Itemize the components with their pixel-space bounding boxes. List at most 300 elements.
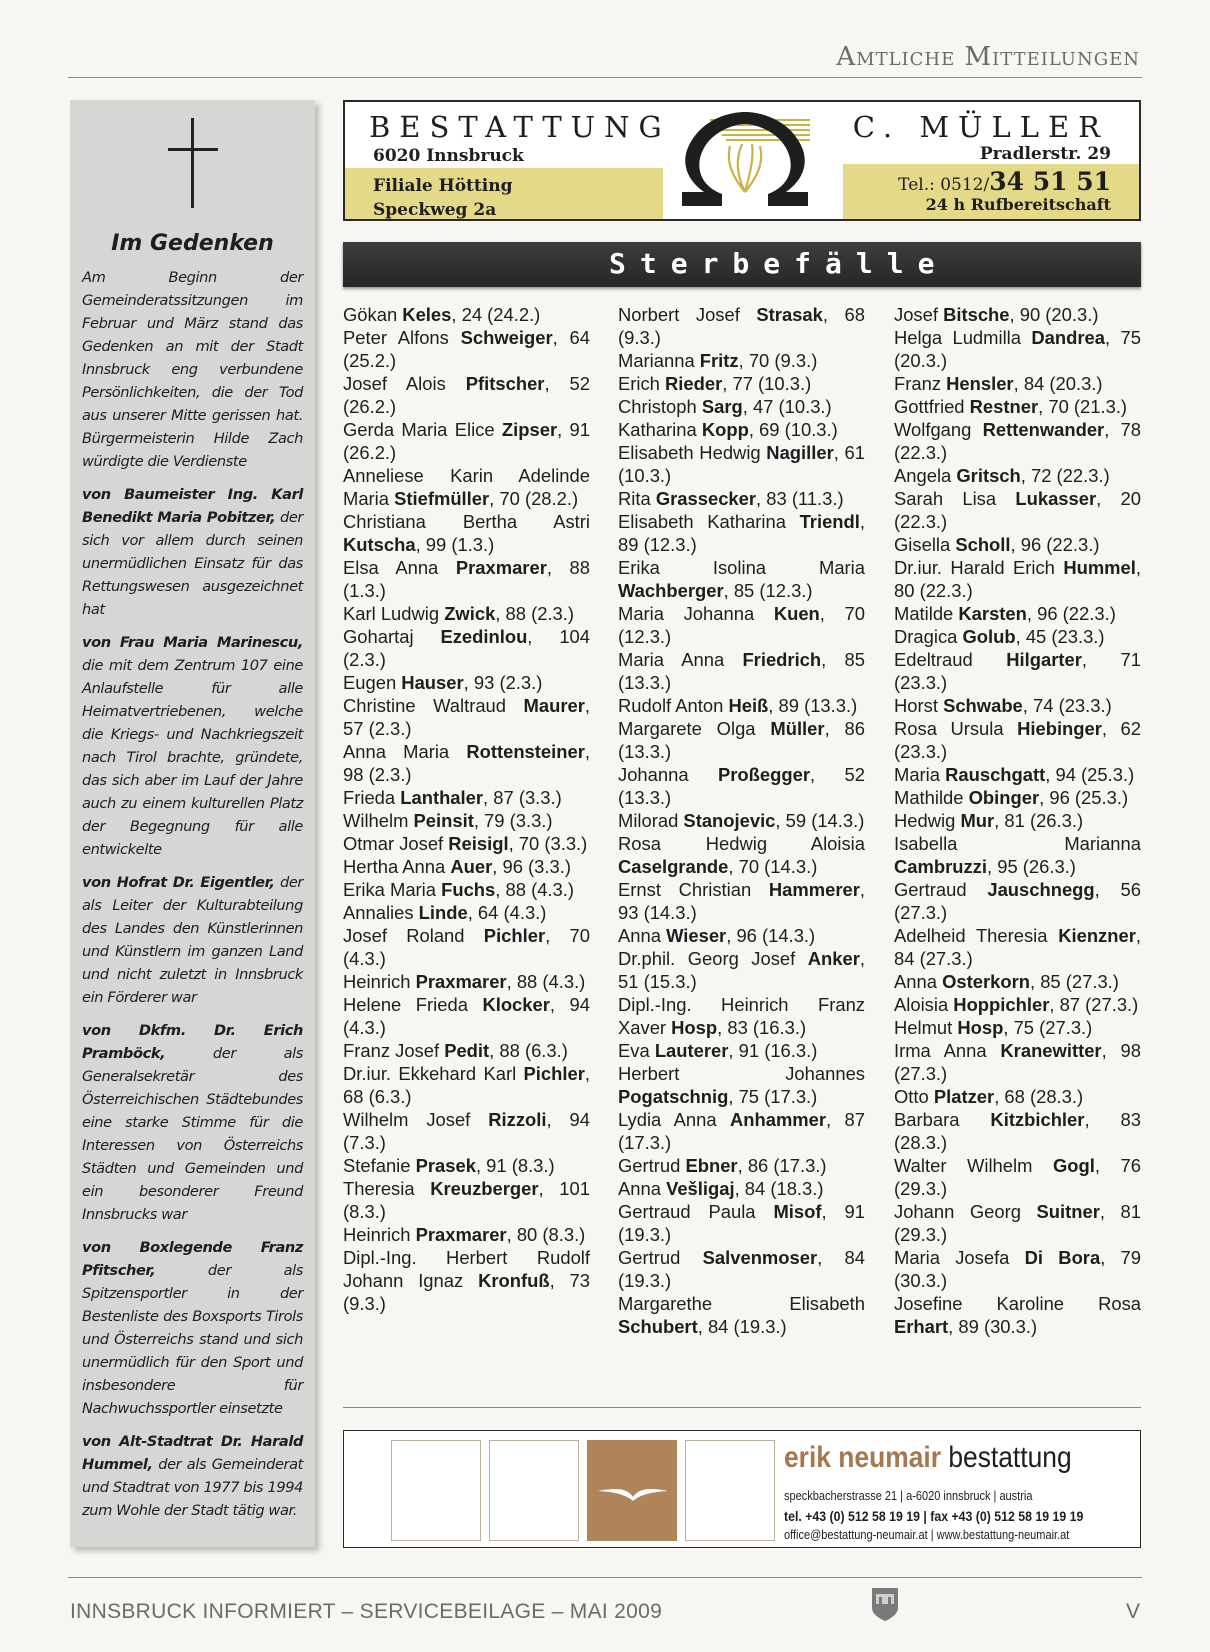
footer-divider [68, 1577, 1142, 1578]
city-crest-icon [870, 1586, 900, 1622]
death-surname: Golub [962, 626, 1016, 647]
death-entry [894, 303, 1141, 326]
death-surname: Schweiger [460, 327, 553, 348]
death-details: , 59 (14.3.) [775, 810, 865, 831]
memorial-entry [82, 631, 303, 861]
death-details: , 101 (8.3.) [343, 1178, 590, 1222]
death-given: Otmar Josef [343, 833, 449, 854]
death-surname: Linde [418, 902, 468, 923]
death-details: , 96 (14.3.) [726, 925, 816, 946]
brand-suffix: bestattung [941, 1441, 1072, 1474]
death-details: , 80 (8.3.) [506, 1224, 586, 1245]
death-details: , 64 (4.3.) [467, 902, 547, 923]
death-details: , 70 (4.3.) [343, 925, 590, 969]
memorial-name: von Baumeister Ing. Karl Benedikt Maria Pobitzer, [82, 486, 303, 526]
death-surname: Hummel [1063, 557, 1136, 578]
death-given: Dragica [894, 626, 963, 647]
death-entry [343, 901, 590, 924]
death-given: Heinrich [343, 971, 416, 992]
death-details: , 96 (22.3.) [1026, 603, 1116, 624]
content-divider [343, 1407, 1141, 1408]
death-given: Angela [894, 465, 957, 486]
death-entry [894, 832, 1141, 878]
publication-footer: INNSBRUCK INFORMIERT – SERVICEBEILAGE – MAI 2009 [70, 1600, 663, 1623]
death-details: , 84 (19.3.) [618, 1247, 865, 1291]
death-given: Karl Ludwig [343, 603, 445, 624]
death-given: Johanna [618, 764, 718, 785]
death-details: , 73 (9.3.) [343, 1270, 590, 1314]
death-given: Anna [894, 971, 943, 992]
death-surname: Rauschgatt [945, 764, 1046, 785]
death-given: Norbert Josef [618, 304, 757, 325]
death-entry [343, 924, 590, 970]
death-given: Eva [618, 1040, 655, 1061]
death-details: , 70 (3.3.) [508, 833, 588, 854]
death-details: , 91 (16.3.) [728, 1040, 818, 1061]
header-divider [68, 77, 1142, 78]
death-surname: Rieder [665, 373, 723, 394]
death-details: , 86 (17.3.) [737, 1155, 827, 1176]
death-surname: Schwabe [943, 695, 1023, 716]
death-entry [343, 855, 590, 878]
death-entry [618, 763, 865, 809]
death-details: , 98 (2.3.) [343, 741, 590, 785]
death-surname: Hensler [946, 373, 1014, 394]
death-given: Hertha Anna [343, 856, 451, 877]
death-entry [618, 372, 865, 395]
death-details: , 70 (9.3.) [738, 350, 818, 371]
death-entry [343, 832, 590, 855]
death-details: , 84 (18.3.) [734, 1178, 824, 1199]
memorial-text: der als Gemeinderat und Stadtrat von 1977 bis 1994 zum Wohle der Stadt tätig war. [82, 1456, 303, 1519]
neumair-brand [784, 1441, 1072, 1475]
death-surname: Lanthaler [400, 787, 484, 808]
death-given: Maria Johanna [618, 603, 774, 624]
death-surname: Wieser [666, 925, 727, 946]
death-given: Gertraud [894, 879, 988, 900]
death-details: , 98 (27.3.) [894, 1040, 1141, 1084]
death-details: , 61 (10.3.) [618, 442, 865, 486]
memorial-name: von Frau Maria Marinescu, [82, 634, 303, 651]
death-entry [618, 556, 865, 602]
death-entry [618, 303, 865, 349]
memorial-text: der als Generalsekretär des Österreichischen Städtebundes eine starke Stimme für die Interessen von Österreichs Städten und Gemeinden und ein besonderer Freund Innsbrucks war [82, 1045, 303, 1223]
death-details: , 89 (30.3.) [948, 1316, 1038, 1337]
death-surname: Pichler [483, 925, 546, 946]
death-entry [894, 487, 1141, 533]
death-surname: Schubert [618, 1316, 698, 1337]
death-details: , 83 (28.3.) [894, 1109, 1141, 1153]
death-details: , 78 (22.3.) [894, 419, 1141, 463]
death-surname: Misof [773, 1201, 822, 1222]
death-given: Gertraud Paula [618, 1201, 774, 1222]
death-details: , 89 (12.3.) [618, 511, 865, 555]
death-given: Frieda [343, 787, 401, 808]
memorial-sidebar [70, 100, 315, 1547]
death-entry [618, 487, 865, 510]
ad-hotline: 24 h Rufbereitschaft [925, 195, 1111, 214]
death-given: Eugen [343, 672, 402, 693]
death-given: Franz [894, 373, 947, 394]
death-surname: Proßegger [718, 764, 810, 785]
death-entry [894, 1292, 1141, 1338]
death-given: Marianna [618, 350, 700, 371]
death-given: Elisabeth Hedwig [618, 442, 767, 463]
death-entry [343, 556, 590, 602]
bird-logo-icon [588, 1441, 678, 1542]
death-details: , 56 (27.3.) [894, 879, 1141, 923]
death-details: , 57 (2.3.) [343, 695, 590, 739]
death-surname: Salvenmoser [702, 1247, 818, 1268]
death-given: Adelheid Theresia [894, 925, 1059, 946]
death-given: Christiana Bertha Astri [343, 511, 590, 532]
death-given: Mathilde [894, 787, 969, 808]
death-details: , 75 (27.3.) [1003, 1017, 1093, 1038]
death-details: , 62 (23.3.) [894, 718, 1141, 762]
death-entry [894, 763, 1141, 786]
death-surname: Kuen [773, 603, 820, 624]
death-entry [343, 970, 590, 993]
death-surname: Kronfuß [478, 1270, 550, 1291]
death-surname: Hammerer [768, 879, 860, 900]
death-given: Wolfgang [894, 419, 983, 440]
death-entry [894, 464, 1141, 487]
death-given: Rita [618, 488, 656, 509]
death-entry [618, 1246, 865, 1292]
death-details: , 45 (23.3.) [1015, 626, 1105, 647]
death-surname: Anker [807, 948, 860, 969]
death-given: Aloisia [894, 994, 954, 1015]
death-details: , 87 (3.3.) [483, 787, 562, 808]
death-surname: Osterkorn [942, 971, 1030, 992]
death-entry [343, 786, 590, 809]
death-entry [343, 1223, 590, 1246]
memorial-entry [82, 1019, 303, 1226]
death-surname: Kranewitter [1000, 1040, 1102, 1061]
death-surname: Vešligaj [666, 1178, 735, 1199]
death-entry [894, 1085, 1141, 1108]
ad-frame-1 [391, 1440, 481, 1541]
death-given: Walter Wilhelm [894, 1155, 1053, 1176]
death-details: , 86 (13.3.) [618, 718, 865, 762]
death-surname: Obinger [968, 787, 1040, 808]
memorial-text: der als Leiter der Kulturabteilung des Landes den Künstlerinnen und Künstlern im ganzen Land und nicht zuletzt in Innsbruck ein Förderer war [82, 874, 304, 1006]
ad-branch [373, 174, 512, 222]
death-given: Dr.iur. Ekkehard Karl [343, 1063, 524, 1084]
death-given: Ernst Christian [618, 879, 769, 900]
death-surname: Di Bora [1024, 1247, 1101, 1268]
death-details: , 24 (24.2.) [451, 304, 541, 325]
death-entry [894, 993, 1141, 1016]
death-given: Helmut [894, 1017, 958, 1038]
death-given: Gisella [894, 534, 956, 555]
death-entry [343, 878, 590, 901]
death-given: Elisabeth Katharina [618, 511, 800, 532]
death-entry [618, 993, 865, 1039]
death-details: , 87 (17.3.) [618, 1109, 865, 1153]
death-entry [894, 372, 1141, 395]
death-entry [343, 740, 590, 786]
death-entry [343, 1062, 590, 1108]
death-surname: Lukasser [1015, 488, 1097, 509]
sidebar-title: Im Gedenken [111, 231, 274, 256]
ad-name-right: C. MÜLLER [852, 110, 1109, 144]
death-entry [343, 993, 590, 1039]
death-surname: Heiß [728, 695, 769, 716]
deaths-column-3 [894, 303, 1141, 1338]
ad-frame-4 [685, 1440, 775, 1541]
death-surname: Friedrich [742, 649, 822, 670]
death-surname: Pedit [444, 1040, 490, 1061]
ad-phone-prefix: Tel.: 0512/ [898, 175, 990, 195]
death-given: Gottfried [894, 396, 970, 417]
death-entry [618, 809, 865, 832]
death-given: Peter Alfons [343, 327, 461, 348]
ad-branch-line2: Speckweg 2a [373, 200, 497, 220]
memorial-list [82, 483, 303, 1522]
death-entry [618, 878, 865, 924]
death-surname: Hosp [957, 1017, 1004, 1038]
ad-name-left: BESTATTUNG [369, 110, 671, 144]
death-details: , 76 (29.3.) [894, 1155, 1141, 1199]
death-entry [343, 625, 590, 671]
death-entry [894, 625, 1141, 648]
death-entry [343, 1108, 590, 1154]
neumair-contact: office@bestattung-neumair.at | www.bestattung-neumair.at [784, 1528, 1070, 1542]
death-given: Elsa Anna [343, 557, 456, 578]
death-given: Johann Georg [894, 1201, 1037, 1222]
death-details: , 91 (8.3.) [475, 1155, 555, 1176]
death-surname: Hiebinger [1017, 718, 1102, 739]
death-entry [894, 602, 1141, 625]
death-details: , 52 (13.3.) [618, 764, 865, 808]
death-surname: Kutscha [343, 534, 416, 555]
death-given: Irma Anna [894, 1040, 1001, 1061]
death-surname: Strasak [756, 304, 823, 325]
death-details: , 96 (3.3.) [492, 856, 571, 877]
death-surname: Restner [969, 396, 1039, 417]
death-entry [894, 1154, 1141, 1200]
death-entry [894, 970, 1141, 993]
death-given: Christine Waltraud [343, 695, 524, 716]
death-entry [618, 1108, 865, 1154]
death-entry [343, 1154, 590, 1177]
death-surname: Hilgarter [1006, 649, 1082, 670]
mueller-ad [343, 100, 1141, 221]
death-entry [894, 1200, 1141, 1246]
death-entry [618, 924, 865, 947]
memorial-name: von Dkfm. Dr. Erich Pramböck, [82, 1022, 303, 1062]
death-entry [618, 648, 865, 694]
death-details: , 96 (22.3.) [1010, 534, 1100, 555]
death-entry [343, 1246, 590, 1315]
death-details: , 68 (9.3.) [618, 304, 865, 348]
death-given: Maria Josefa [894, 1247, 1025, 1268]
death-surname: Ezedinlou [440, 626, 528, 647]
death-details: , 91 (19.3.) [618, 1201, 865, 1245]
death-details: , 85 (27.3.) [1029, 971, 1119, 992]
death-surname: Keles [402, 304, 452, 325]
neumair-address: speckbacherstrasse 21 | a-6020 innsbruck | austria [784, 1489, 1033, 1503]
death-details: , 75 (20.3.) [894, 327, 1141, 371]
death-details: , 81 (29.3.) [894, 1201, 1141, 1245]
section-header-bar [343, 242, 1141, 287]
death-given: Lydia Anna [618, 1109, 730, 1130]
death-given: Isabella Marianna [894, 833, 1141, 854]
deaths-column-1 [343, 303, 590, 1315]
death-given: Rosa Ursula [894, 718, 1018, 739]
death-entry [894, 533, 1141, 556]
death-entry [894, 809, 1141, 832]
death-details: , 47 (10.3.) [742, 396, 832, 417]
death-surname: Mur [960, 810, 995, 831]
death-entry [894, 717, 1141, 763]
death-details: , 94 (25.3.) [1045, 764, 1135, 785]
death-surname: Grassecker [655, 488, 757, 509]
death-details: , 75 (17.3.) [728, 1086, 818, 1107]
ad-phone-number: 34 51 51 [989, 167, 1111, 196]
death-surname: Caselgrande [618, 856, 729, 877]
death-details: , 99 (1.3.) [415, 534, 495, 555]
death-details: , 84 (20.3.) [1013, 373, 1103, 394]
death-surname: Kreuzberger [430, 1178, 539, 1199]
death-given: Milorad [618, 810, 684, 831]
death-surname: Praxmarer [415, 971, 507, 992]
page-number: V [1125, 1600, 1140, 1623]
death-entry [343, 303, 590, 326]
death-entry [894, 1039, 1141, 1085]
death-details: , 93 (2.3.) [463, 672, 543, 693]
death-entry [618, 395, 865, 418]
death-surname: Rottensteiner [466, 741, 585, 762]
memorial-text: der als Spitzensportler in der Bestenliste des Boxsports Tirols und Österreichs stand und sich unermüdlich für den Sport und insbesondere für Nachwuchssportler einsetzte [82, 1262, 303, 1417]
death-surname: Gogl [1052, 1155, 1095, 1176]
death-given: Rudolf Anton [618, 695, 729, 716]
death-given: Hedwig [894, 810, 961, 831]
death-entry [343, 602, 590, 625]
death-surname: Zwick [444, 603, 496, 624]
death-given: Josefine Karoline Rosa [894, 1293, 1141, 1314]
death-details: , 95 (26.3.) [987, 856, 1076, 877]
death-given: Margarete Olga [618, 718, 771, 739]
death-given: Edeltraud [894, 649, 1007, 670]
death-entry [343, 464, 590, 510]
memorial-name: von Alt-Stadtrat Dr. Harald Hummel, [82, 1433, 303, 1473]
death-entry [343, 418, 590, 464]
death-entry [618, 1039, 865, 1062]
death-details: , 52 (26.2.) [343, 373, 590, 417]
death-surname: Wachberger [618, 580, 724, 601]
death-details: , 88 (4.3.) [495, 879, 574, 900]
death-entry [618, 441, 865, 487]
death-details: , 70 (12.3.) [618, 603, 865, 647]
death-surname: Pichler [523, 1063, 585, 1084]
death-entry [343, 694, 590, 740]
ad-frame-logo [587, 1440, 677, 1541]
death-given: Dr.iur. Harald Erich [894, 557, 1064, 578]
death-entry [894, 418, 1141, 464]
death-details: , 68 (6.3.) [343, 1063, 590, 1107]
death-entry [618, 510, 865, 556]
death-surname: Erhart [894, 1316, 949, 1337]
death-surname: Maurer [523, 695, 585, 716]
memorial-entry [82, 1236, 303, 1420]
death-details: , 70 (21.3.) [1038, 396, 1128, 417]
death-entry [894, 395, 1141, 418]
death-entry [618, 602, 865, 648]
death-details: , 94 (7.3.) [343, 1109, 590, 1153]
death-surname: Sarg [701, 396, 743, 417]
death-details: , 83 (16.3.) [717, 1017, 807, 1038]
memorial-entry [82, 871, 303, 1009]
death-details: , 74 (23.3.) [1022, 695, 1112, 716]
death-surname: Nagiller [766, 442, 834, 463]
death-given: Erika Maria [343, 879, 442, 900]
death-entry [343, 809, 590, 832]
death-given: Sarah Lisa [894, 488, 1016, 509]
death-surname: Bitsche [943, 304, 1010, 325]
ad-street: Pradlerstr. 29 [979, 144, 1111, 164]
death-entry [618, 947, 865, 993]
memorial-entry [82, 1430, 303, 1522]
death-surname: Auer [450, 856, 493, 877]
death-surname: Jauschnegg [987, 879, 1095, 900]
death-entry [894, 694, 1141, 717]
death-given: Gerda Maria Elice [343, 419, 502, 440]
memorial-text: die mit dem Zentrum 107 eine Anlaufstelle für alle Heimatvertriebenen, welche die Kriegs- und Nachkriegszeit nach Tirol brachte, gründete, das sich aber im Lauf der Jahre auch zu einem kulturellen Platz der Begegnung für alle entwickelte [82, 657, 303, 858]
death-given: Gertrud [618, 1155, 686, 1176]
death-given: Anna [618, 925, 667, 946]
death-given: Herbert Johannes [618, 1063, 865, 1084]
brand-name: erik neumair [784, 1441, 942, 1474]
death-details: , 84 (19.3.) [697, 1316, 787, 1337]
death-entry [343, 510, 590, 556]
death-entry [618, 349, 865, 372]
death-given: Wilhelm [343, 810, 414, 831]
death-given: Maria [894, 764, 946, 785]
death-entry [618, 832, 865, 878]
death-details: , 68 (28.3.) [994, 1086, 1084, 1107]
death-given: Dipl.-Ing. Herbert Rudolf Johann Ignaz [343, 1247, 590, 1291]
death-surname: Ebner [685, 1155, 738, 1176]
death-surname: Kienzner [1058, 925, 1136, 946]
death-surname: Scholl [955, 534, 1011, 555]
death-entry [343, 1039, 590, 1062]
ad-city: 6020 Innsbruck [373, 146, 524, 166]
death-entry [343, 326, 590, 372]
death-given: Horst [894, 695, 944, 716]
neumair-phone: tel. +43 (0) 512 58 19 19 | fax +43 (0) 512 58 19 19 19 [784, 1508, 1084, 1524]
death-details: , 93 (14.3.) [618, 879, 865, 923]
death-details: , 20 (22.3.) [894, 488, 1141, 532]
death-given: Franz Josef [343, 1040, 445, 1061]
ad-frame-2 [489, 1440, 579, 1541]
death-details: , 88 (4.3.) [506, 971, 586, 992]
death-entry [894, 648, 1141, 694]
death-details: , 79 (30.3.) [894, 1247, 1141, 1291]
death-details: , 79 (3.3.) [473, 810, 553, 831]
death-details: , 70 (14.3.) [728, 856, 818, 877]
death-given: Christoph [618, 396, 702, 417]
memorial-name: von Boxlegende Franz Pfitscher, [82, 1239, 303, 1279]
death-entry [618, 1177, 865, 1200]
death-given: Anna [618, 1178, 667, 1199]
death-given: Anna Maria [343, 741, 467, 762]
death-entry [618, 1200, 865, 1246]
death-given: Barbara [894, 1109, 991, 1130]
death-given: Maria Anna [618, 649, 743, 670]
death-given: Gökan [343, 304, 403, 325]
